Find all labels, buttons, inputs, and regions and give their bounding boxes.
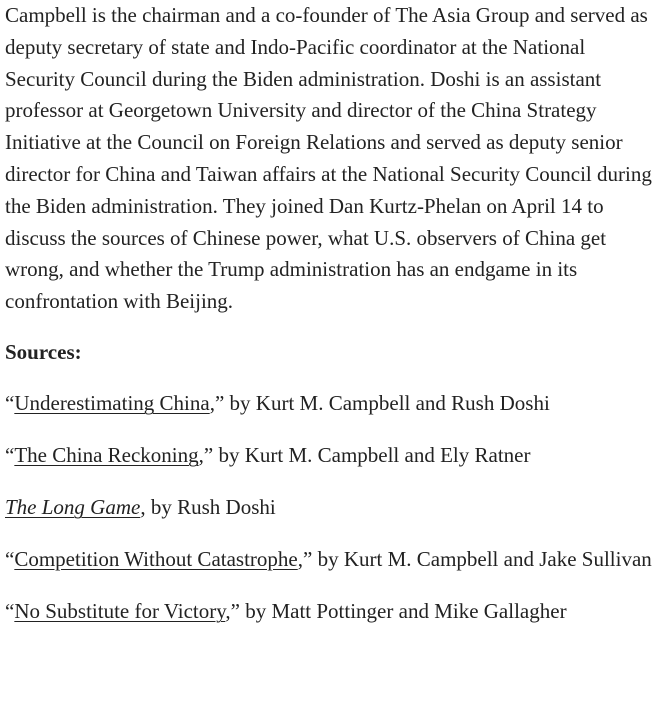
source-byline: , by Rush Doshi	[140, 495, 276, 520]
open-quote: “	[5, 599, 15, 624]
source-item-competition-without-catastrophe	[5, 544, 655, 576]
source-link-underestimating-china[interactable]: Underestimating China	[14, 391, 210, 416]
source-item-no-substitute-for-victory	[5, 596, 655, 628]
source-link-long-game[interactable]: The Long Game	[5, 495, 141, 520]
source-item-underestimating-china	[5, 388, 655, 420]
source-link-no-substitute-for-victory[interactable]: No Substitute for Victory	[14, 599, 226, 624]
source-link-competition-without-catastrophe[interactable]: Competition Without Catastrophe	[14, 547, 298, 572]
source-byline: ,” by Kurt M. Campbell and Jake Sullivan	[297, 547, 652, 572]
source-byline: ,” by Matt Pottinger and Mike Gallagher	[225, 599, 567, 624]
source-link-china-reckoning[interactable]: The China Reckoning	[14, 443, 199, 468]
source-item-long-game	[5, 492, 655, 524]
author-bio-paragraph: Campbell is the chairman and a co-founder of The Asia Group and served as deputy secretary of state and Indo-Pacific coordinator at the National Security Council during the Biden administration. Doshi is an assistant professor at Georgetown University and director of the China Strategy Initiative at the Council on Foreign Relations and served as deputy senior director for China and Taiwan affairs at the National Security Council during the Biden administration. They joined Dan Kurtz-Phelan on April 14 to discuss the sources of Chinese power, what U.S. observers of China get wrong, and whether the Trump administration has an endgame in its confrontation with Beijing.	[5, 3, 652, 314]
source-byline: ,” by Kurt M. Campbell and Ely Ratner	[198, 443, 531, 468]
source-byline: ,” by Kurt M. Campbell and Rush Doshi	[209, 391, 550, 416]
open-quote: “	[5, 391, 15, 416]
open-quote: “	[5, 547, 15, 572]
open-quote: “	[5, 443, 15, 468]
article-body	[5, 0, 655, 628]
source-item-china-reckoning	[5, 440, 655, 472]
sources-heading: Sources:	[5, 339, 82, 364]
